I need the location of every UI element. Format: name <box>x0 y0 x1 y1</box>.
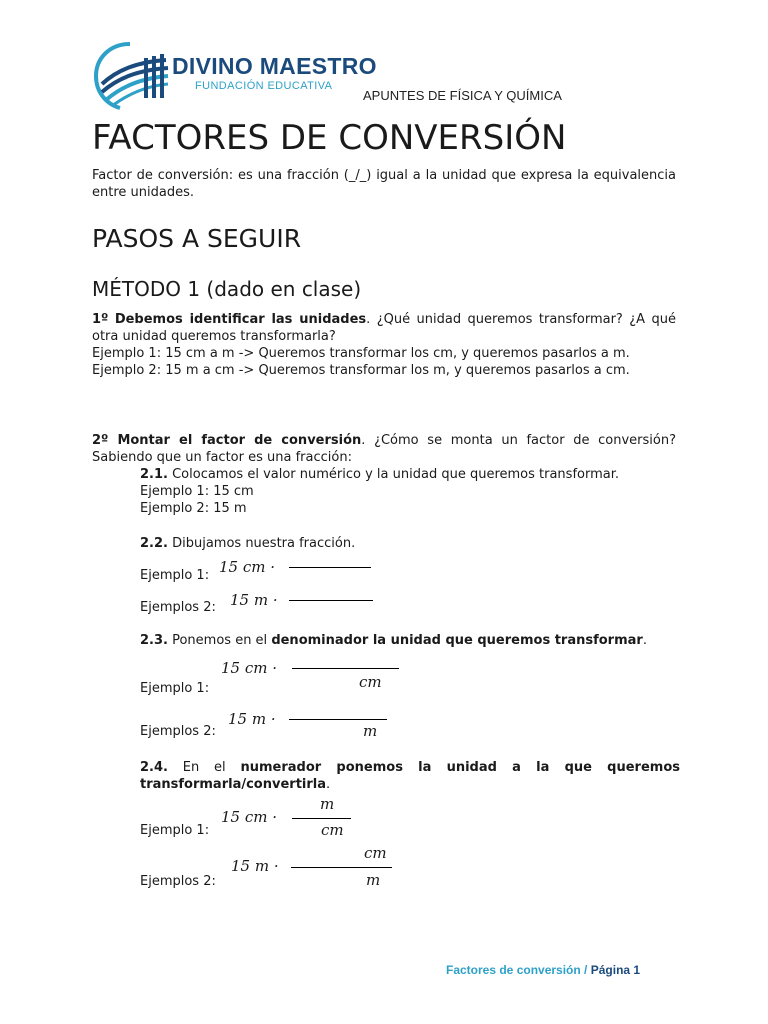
example-1-label: Ejemplo 1: <box>140 681 210 696</box>
step-1 <box>92 311 676 379</box>
fraction-line <box>291 867 392 868</box>
step-1-title <box>92 311 676 345</box>
step-2-title <box>92 432 676 466</box>
subject-header: APUNTES DE FÍSICA Y QUÍMICA <box>363 88 562 103</box>
step-1-bold: Debemos identificar las unidades <box>114 312 367 327</box>
fraction-line <box>289 719 387 720</box>
math-denominator-cm: cm <box>359 673 382 691</box>
substep-2-3-title <box>140 632 680 649</box>
substep-2-4-num: 2.4. <box>140 760 168 775</box>
step-1-rest: . ¿Qué unidad queremos transformar? ¿A qué otra unidad queremos transformarla? <box>92 312 676 344</box>
example-2-label: Ejemplos 2: <box>140 724 216 739</box>
math-denominator-m: m <box>366 871 381 889</box>
substep-2-1-title <box>140 466 680 483</box>
substep-2-3-text-a: Ponemos en el <box>167 633 272 648</box>
math-expr-m: 15 m · <box>230 591 278 609</box>
substep-2-3-bold: denominador la unidad que queremos transformar <box>271 633 643 648</box>
fraction-line <box>292 818 351 819</box>
footer-doc-title: Factores de conversión <box>446 963 581 977</box>
step-2-rest: . ¿Cómo se monta un factor de conversión? Sabiendo que un factor es una fracción: <box>92 433 677 465</box>
substep-2-1 <box>140 466 680 517</box>
substep-2-3-text-b: . <box>642 633 647 648</box>
example-2-label: Ejemplos 2: <box>140 874 216 889</box>
substep-2-3-num: 2.3. <box>140 633 168 648</box>
method-heading: MÉTODO 1 (dado en clase) <box>92 277 362 301</box>
step-2 <box>92 432 676 466</box>
substep-2-2-text: Dibujamos nuestra fracción. <box>167 536 356 551</box>
footer-separator: / <box>580 963 591 977</box>
substep-2-4-text-b: . <box>326 777 331 792</box>
brand-name: DIVINO MAESTRO <box>172 53 377 79</box>
fraction-line <box>292 668 399 669</box>
step-1-example-2: Ejemplo 2: 15 m a cm -> Queremos transformar los m, y queremos pasarlos a cm. <box>92 363 630 378</box>
section-heading: PASOS A SEGUIR <box>92 224 302 253</box>
substep-2-1-example-1: Ejemplo 1: 15 cm <box>140 484 254 499</box>
math-expr-m: 15 m · <box>228 710 276 728</box>
math-expr-cm: 15 cm · <box>221 659 278 677</box>
fraction-line <box>289 567 371 568</box>
step-1-example-1: Ejemplo 1: 15 cm a m -> Queremos transformar los cm, y queremos pasarlos a m. <box>92 346 630 361</box>
page-footer <box>446 963 640 977</box>
math-denominator-m: m <box>363 722 378 740</box>
math-numerator-m: m <box>320 795 335 813</box>
step-2-bold: 2º Montar el factor de conversión <box>92 433 362 448</box>
substep-2-3 <box>140 632 680 649</box>
brand-subtitle: FUNDACIÓN EDUCATIVA <box>195 80 333 92</box>
math-expr-cm: 15 cm · <box>221 808 278 826</box>
intro-paragraph <box>92 167 676 201</box>
brand-logo-icon <box>92 40 172 110</box>
footer-page-number: Página 1 <box>590 963 641 977</box>
example-1-label: Ejemplo 1: <box>140 823 210 838</box>
substep-2-2-title <box>140 535 680 552</box>
step-1-num: 1º <box>92 312 109 327</box>
substep-2-1-text: Colocamos el valor numérico y la unidad que queremos transformar. <box>167 467 620 482</box>
substep-2-1-example-2: Ejemplo 2: 15 m <box>140 501 247 516</box>
fraction-line <box>289 600 373 601</box>
substep-2-4-text-a: En el <box>167 760 241 775</box>
substep-2-4-bold: numerador ponemos la unidad a la que queremos transformarla/convertirla <box>140 760 680 792</box>
math-denominator-cm: cm <box>321 821 344 839</box>
page-title: FACTORES DE CONVERSIÓN <box>92 118 567 158</box>
math-expr-cm: 15 cm · <box>219 558 276 576</box>
substep-2-1-num: 2.1. <box>140 467 168 482</box>
intro-text: Factor de conversión: es una fracción (_/_) igual a la unidad que expresa la equivalencia entre unidades. <box>92 168 676 200</box>
math-numerator-cm: cm <box>364 844 387 862</box>
substep-2-4 <box>140 759 680 793</box>
substep-2-2 <box>140 535 680 552</box>
substep-2-4-title <box>140 759 680 793</box>
example-2-label: Ejemplos 2: <box>140 600 216 615</box>
example-1-label: Ejemplo 1: <box>140 568 210 583</box>
substep-2-2-num: 2.2. <box>140 536 168 551</box>
math-expr-m: 15 m · <box>231 857 279 875</box>
